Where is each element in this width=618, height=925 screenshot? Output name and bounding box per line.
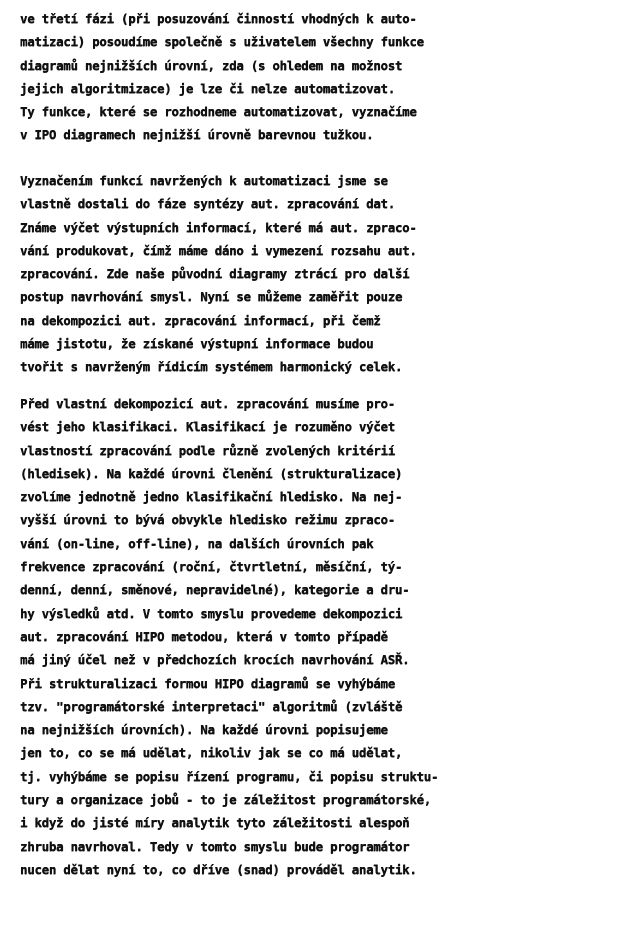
text-line: vlastností zpracování podle různě zvolených kritérií: [20, 442, 395, 458]
text-line: ve třetí fázi (při posuzování činností vhodných k auto-: [20, 11, 417, 26]
text-line: jen to, co se má udělat, nikoliv jak se co má udělat,: [20, 745, 403, 761]
text-line: na nejnižších úrovních). Na každé úrovni popisujeme: [20, 722, 388, 738]
text-line: tvořit s navrženým řídicím systémem harmonický celek.: [20, 359, 403, 375]
text-line: máme jistotu, že získané výstupní informace budou: [20, 336, 374, 352]
text-line: nucen dělat nyní to, co dříve (snad) prováděl analytik.: [20, 861, 417, 877]
text-line: hy výsledků atd. V tomto smyslu provedeme dekompozici: [20, 605, 403, 621]
text-line: frekvence zpracování (roční, čtvrtletní, měsíční, tý-: [20, 559, 403, 575]
text-line: matizaci) posoudíme společně s uživatelem všechny funkce: [20, 34, 424, 50]
text-line: vání produkovat, čímž máme dáno i vymezení rozsahu aut.: [20, 242, 417, 258]
text-line: tzv. "programátorské interpretaci" algoritmů (zvláště: [20, 698, 403, 714]
text-line: (hledisek). Na každé úrovni členění (strukturalizace): [20, 465, 403, 481]
text-line: tury a organizace jobů - to je záležitost programátorské,: [20, 792, 431, 808]
text-line: jejich algoritmizace) je lze či nelze automatizovat.: [20, 80, 395, 96]
text-line: Při strukturalizaci formou HIPO diagramů se vyhýbáme: [20, 675, 395, 691]
text-line: Ty funkce, které se rozhodneme automatizovat, vyznačíme: [20, 104, 417, 120]
text-line: Známe výčet výstupních informací, které má aut. zpraco-: [20, 219, 417, 235]
text-line: zvolíme jednotně jedno klasifikační hledisko. Na nej-: [20, 489, 403, 505]
text-line: má jiný účel než v předchozích krocích navrhování ASŘ.: [20, 652, 410, 668]
text-line: postup navrhování smysl. Nyní se můžeme zaměřit pouze: [20, 289, 403, 305]
text-line: aut. zpracování HIPO metodou, která v tomto případě: [20, 628, 388, 644]
paragraph-1: [20, 7, 600, 147]
text-line: Před vlastní dekompozicí aut. zpracování musíme pro-: [20, 396, 395, 411]
text-line: v IPO diagramech nejnižší úrovně barevnou tužkou.: [20, 127, 374, 143]
text-line: zpracování. Zde naše původní diagramy ztrácí pro další: [20, 266, 410, 282]
text-line: denní, denní, směnové, nepravidelné), kategorie a dru-: [20, 582, 410, 598]
paragraph-2: [20, 169, 600, 379]
text-line: vést jeho klasifikaci. Klasifikací je rozuměno výčet: [20, 419, 395, 435]
text-line: vlastně dostali do fáze syntézy aut. zpracování dat.: [20, 196, 395, 212]
text-line: diagramů nejnižších úrovní, zda (s ohledem na možnost: [20, 57, 403, 73]
paragraph-3: [20, 392, 600, 881]
text-line: na dekompozici aut. zpracování informací, při čemž: [20, 312, 381, 328]
text-line: vyšší úrovni to bývá obvykle hledisko režimu zpraco-: [20, 512, 395, 528]
text-line: vání (on-line, off-line), na dalších úrovních pak: [20, 535, 374, 551]
text-line: i když do jisté míry analytik tyto záležitosti alespoň: [20, 815, 410, 831]
text-line: tj. vyhýbáme se popisu řízení programu, či popisu struktu-: [20, 768, 439, 784]
text-line: Vyznačením funkcí navržených k automatizaci jsme se: [20, 173, 388, 188]
text-line: zhruba navrhoval. Tedy v tomto smyslu bude programátor: [20, 838, 410, 854]
